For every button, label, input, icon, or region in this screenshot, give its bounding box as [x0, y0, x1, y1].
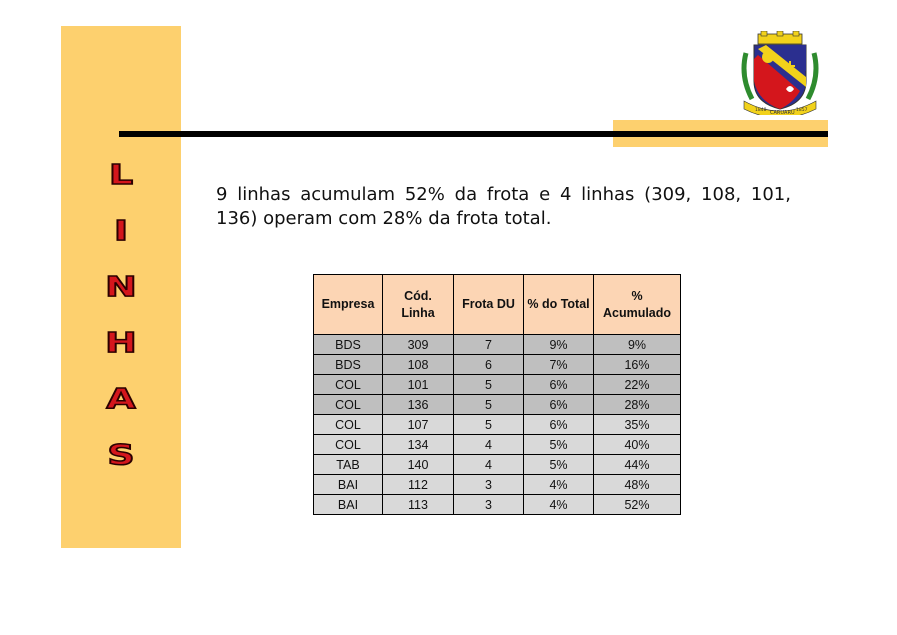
cell-pct-total: 4%	[524, 495, 594, 515]
header-frota-du: Frota DU	[454, 275, 524, 335]
table-header-row	[314, 275, 681, 335]
title-letter: S	[107, 438, 135, 471]
cell-pct-acumulado: 22%	[594, 375, 681, 395]
cell-cod-linha: 101	[383, 375, 454, 395]
cell-empresa: BAI	[314, 475, 383, 495]
cell-empresa: TAB	[314, 455, 383, 475]
cell-frota: 3	[454, 475, 524, 495]
crest-ribbon-center: CARUARU	[770, 110, 795, 115]
cell-empresa: COL	[314, 375, 383, 395]
cell-empresa: COL	[314, 415, 383, 435]
cell-pct-total: 9%	[524, 335, 594, 355]
cell-cod-linha: 136	[383, 395, 454, 415]
cell-frota: 7	[454, 335, 524, 355]
cell-pct-total: 6%	[524, 415, 594, 435]
header-rule	[119, 131, 828, 137]
cell-pct-acumulado: 16%	[594, 355, 681, 375]
cell-cod-linha: 140	[383, 455, 454, 475]
cell-empresa: COL	[314, 435, 383, 455]
cell-cod-linha: 108	[383, 355, 454, 375]
cell-pct-acumulado: 40%	[594, 435, 681, 455]
title-letter: A	[106, 382, 136, 415]
cell-pct-acumulado: 28%	[594, 395, 681, 415]
cell-empresa: COL	[314, 395, 383, 415]
cell-pct-acumulado: 52%	[594, 495, 681, 515]
cell-pct-acumulado: 35%	[594, 415, 681, 435]
cell-cod-linha: 134	[383, 435, 454, 455]
header-empresa: Empresa	[314, 275, 383, 335]
title-letter: I	[113, 214, 129, 247]
title-letter: N	[105, 270, 137, 303]
city-crest-logo	[738, 31, 822, 115]
cell-cod-linha: 107	[383, 415, 454, 435]
cell-pct-total: 5%	[524, 435, 594, 455]
table-row	[314, 355, 681, 375]
table-row	[314, 475, 681, 495]
cell-pct-total: 6%	[524, 375, 594, 395]
table-row	[314, 395, 681, 415]
cell-frota: 3	[454, 495, 524, 515]
header-pct-total: % do Total	[524, 275, 594, 335]
cell-cod-linha: 113	[383, 495, 454, 515]
table-row	[314, 495, 681, 515]
table-row	[314, 375, 681, 395]
cell-pct-total: 5%	[524, 455, 594, 475]
header-cod-linha: Cód. Linha	[383, 275, 454, 335]
cell-pct-total: 7%	[524, 355, 594, 375]
cell-empresa: BDS	[314, 355, 383, 375]
cell-frota: 5	[454, 415, 524, 435]
cell-frota: 4	[454, 455, 524, 475]
cell-frota: 5	[454, 375, 524, 395]
cell-frota: 5	[454, 395, 524, 415]
headline-text: 9 linhas acumulam 52% da frota e 4 linhas (309, 108, 101, 136) operam com 28% da frota total.	[216, 184, 791, 229]
table-row	[314, 435, 681, 455]
table-row	[314, 455, 681, 475]
header-pct-acumulado: % Acumulado	[594, 275, 681, 335]
cell-frota: 4	[454, 435, 524, 455]
lines-table	[313, 274, 681, 515]
cell-cod-linha: 309	[383, 335, 454, 355]
cell-pct-total: 6%	[524, 395, 594, 415]
table-row	[314, 335, 681, 355]
table-row	[314, 415, 681, 435]
cell-cod-linha: 112	[383, 475, 454, 495]
crest-ribbon-left: 1848	[755, 108, 767, 113]
title-letter: H	[105, 326, 137, 359]
cell-empresa: BDS	[314, 335, 383, 355]
cell-pct-acumulado: 9%	[594, 335, 681, 355]
cell-pct-acumulado: 48%	[594, 475, 681, 495]
cell-frota: 6	[454, 355, 524, 375]
cell-empresa: BAI	[314, 495, 383, 515]
crest-ribbon-right: 1857	[796, 108, 808, 113]
cell-pct-acumulado: 44%	[594, 455, 681, 475]
cell-pct-total: 4%	[524, 475, 594, 495]
title-letter: L	[108, 158, 134, 191]
